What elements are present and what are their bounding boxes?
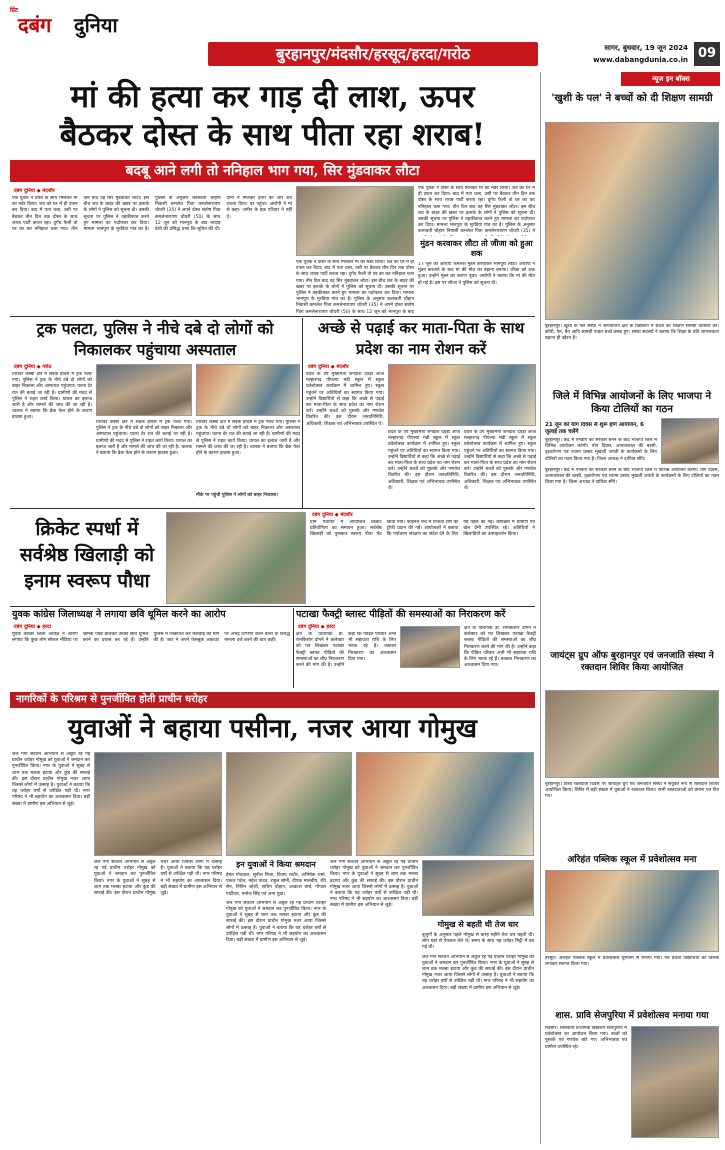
firecracker-body-2: क्षेत्र के विधायक डॉ. रामकिशोर दोगने ने कलेक्टर को पत्र लिखकर पटाखा फैक्ट्री ब्लास्ट पीड़ितों की समस्याओं का शीघ्र निराकरण करने की मांग की है। उन्होंने कहा कि पीड़ित परिवार अभी भी सहायता राशि के लिए भटक रहे हैं। तत्काल निराकरण का आश्वासन दिया गया। — [464, 626, 536, 669]
website[interactable]: www.dabangdunia.co.in — [593, 56, 688, 64]
lead-subhead-text: बदबू आने लगी तो ननिहाल भाग गया, सिर मुंडवाकर लौटा — [125, 163, 420, 179]
congress-body: युवक कांग्रेस जिला अध्यक्ष ने आरोप लगाया कि कुछ लोग सोशल मीडिया पर भ्रामक पोस्ट डालकर उनकी छवि धूमिल करने का प्रयास कर रहे हैं। उन्होंने पुलिस में शिकायत कर कार्रवाई की मांग की है। जाट ने अपने फेसबुक अकाउंट पर अभद्र टिप्पणी करने वालों के विरुद्ध मामला दर्ज करने की बात कही। — [12, 632, 290, 644]
volunteer-box-title: इन युवाओं ने किया श्रमदान — [236, 860, 316, 869]
lead-body: एक युवक ने दोस्त के साथ मिलकर मां का मर्डर किया। शव को घर में ही दफन कर दिया। बाद में पता चला, उसी पर बैठकर तीन दिन तक दोस्त के साथ शराब पार्टी करता रहा। दुर्गंध फैली तो घर का कर ननिहाल चला गया। तीन दिन बाद वह सिर मुंडवाकर लौटा। इस बीच शव के बाहर की खबर पर इलाके के लोगों ने पुलिस को सूचना दी। उसकी सूचना पर पुलिस ने तहकीकात करने हुए मामला का पर्दाफाश कर दिया। मामला भानपुरा के मुरडिया गांव का है। पुलिस के अनुसार कलावती चौहान निवासी कमलेश पिता कमलेनारायण चौधरी (35) ने अपने दोस्त संतोष पिता कमलेनारायण चौधरी (50) के साथ 12 जून को भानपुरा के बाद भादाड़ देशी की प्रसिद्ध थाना कि सूचित की थी। दोनों ने मिलकर हत्या की और शव दफना दिया। घर पहुंचा। आरोपी ने मां से कहा- जमीन के हक़ परिवार ने नहीं दे। — [12, 196, 292, 233]
gomukh-body-4: जल गंगा संवर्धन अभियान से अछूते रह गई प्राचीन धरोहर गोमुख को युवाओं ने श्रमदान कर पुनर्जीवित किया। नगर के युवाओं ने सुबह से शाम तक मलबा हटाया और कुंड की सफाई की। इस दौरान प्राचीन गोमुख नजर आया जिससे लोगों में उत्साह है। युवाओं ने बताया कि यह धरोहर वर्षों से उपेक्षित पड़ी थी। नगर परिषद ने भी सहयोग का आश्वासन दिया। बड़ी संख्या में ग्रामीण इस अभियान से जुड़े। — [330, 860, 418, 909]
firecracker-body: क्षेत्र के विधायक डॉ. रामकिशोर दोगने ने कलेक्टर को पत्र लिखकर पटाखा फैक्ट्री ब्लास्ट पीड़ितों की समस्याओं का शीघ्र निराकरण करने की मांग की है। उन्होंने कहा कि पीड़ित परिवार अभी भी सहायता राशि के लिए भटक रहे हैं। तत्काल निराकरण का आश्वासन दिया गया। — [296, 632, 396, 669]
sidebar-photo-2 — [661, 418, 719, 464]
section-banner — [10, 692, 535, 708]
city-list: बुरहानपुर/मंदसौर/हरसूद/हरदा/गरोठ — [276, 45, 470, 63]
gomukh-body: जल गंगा संवर्धन अभियान से अछूते रह गई प्राचीन धरोहर गोमुख को युवाओं ने श्रमदान कर पुनर्जीवित किया। नगर के युवाओं ने सुबह से शाम तक मलबा हटाया और कुंड की सफाई की। इस दौरान प्राचीन गोमुख नजर आया जिससे लोगों में उत्साह है। युवाओं ने बताया कि यह धरोहर वर्षों से उपेक्षित पड़ी थी। नगर परिषद ने भी सहयोग का आश्वासन दिया। बड़ी संख्या में ग्रामीण इस अभियान से जुड़े। — [12, 752, 90, 807]
sidebar-photo-5 — [631, 1026, 719, 1138]
city-banner — [208, 42, 538, 66]
section-banner-text: नागरिकों के परिश्रम से पुनर्जीवित होती प्राचीन धरोहर — [16, 694, 208, 705]
lead-headline-1: मां की हत्या कर गाड़ दी लाश, ऊपर — [70, 79, 475, 115]
sidebar-h5: शास. प्रावि सेजपुरिया में प्रवेशोत्सव मनाया गया — [555, 1011, 709, 1021]
sidebar-photo-1 — [545, 122, 719, 320]
firecracker-headline: पटाखा फैक्ट्री ब्लास्ट पीड़ितों की समस्याओं का निराकरण करें — [296, 609, 506, 620]
study-photo — [388, 364, 536, 426]
truck-headline: ट्रक पलटा, पुलिस ने नीचे दबे दो लोगों को निकालकर पहुंचाया अस्पताल — [36, 319, 274, 359]
truck-body-2: तिरावर कस्बा क्षेत्र में सड़क हादसे में ट्रक पलट गया। पुलिस ने ट्रक के नीचे दबे दो लोगों को बाहर निकाला और अस्पताल पहुंचाया। घटना देर रात की बताई जा रही है। ग्रामीणों की मदद से पुलिस ने राहत कार्य किया। घायल का इलाज जारी है और मामले की जांच की जा रही है। चालक ने बताया कि ब्रेक फेल होने के कारण हादसा हुआ। — [96, 420, 192, 457]
logo-second: दुनिया — [74, 13, 118, 37]
divider — [10, 316, 535, 317]
lead-photo — [296, 186, 414, 256]
sidebar-h2: जिले में विभिन्न आयोजनों के लिए भाजपा ने किया टोलियों का गठन — [552, 391, 712, 415]
truck-photo-1 — [96, 364, 192, 416]
divider — [10, 508, 535, 509]
sidebar-h4: अरिहंत पब्लिक स्कूल में प्रवेशोत्सव मना — [567, 855, 697, 865]
congress-headline: युवक कांग्रेस जिलाध्यक्ष ने लगाया छवि धूमिल करने का आरोप — [12, 609, 226, 620]
cricket-headline: क्रिकेट स्पर्धा में सर्वश्रेष्ठ खिलाड़ी को इनाम स्वरूप पौधा — [19, 518, 155, 592]
sidebar-b4: हरसूद। अरिहंत पब्लिक स्कूल में प्रवेशोत्सव धूमधाम से मनाया गया। नव प्रवेशी विद्यार्थियों का तिलक लगाकर स्वागत किया गया। — [545, 956, 719, 968]
truck-caption: मौके पर पहुंची पुलिस ने लोगों को बाहर निकाला। — [196, 493, 278, 498]
gomukh-photo-4 — [422, 860, 534, 916]
truck-photo-2 — [196, 364, 300, 416]
gomukh-body-2: जल गंगा संवर्धन अभियान से अछूते रह गई प्राचीन धरोहर गोमुख को युवाओं ने श्रमदान कर पुनर्जीवित किया। नगर के युवाओं ने सुबह से शाम तक मलबा हटाया और कुंड की सफाई की। इस दौरान प्राचीन गोमुख नजर आया जिससे लोगों में उत्साह है। युवाओं ने बताया कि यह धरोहर वर्षों से उपेक्षित पड़ी थी। नगर परिषद ने भी सहयोग का आश्वासन दिया। बड़ी संख्या में ग्रामीण इस अभियान से जुड़े। — [94, 860, 222, 897]
truck-body: तिरावर कस्बा क्षेत्र में सड़क हादसे में ट्रक पलट गया। पुलिस ने ट्रक के नीचे दबे दो लोगों को बाहर निकाला और अस्पताल पहुंचाया। घटना देर रात की बताई जा रही है। ग्रामीणों की मदद से पुलिस ने राहत कार्य किया। घायल का इलाज जारी है और मामले की जांच की जा रही है। चालक ने बताया कि ब्रेक फेल होने के कारण हादसा हुआ। — [12, 372, 92, 421]
vdivider — [293, 608, 294, 688]
sidebar-photo-3 — [545, 690, 719, 778]
sidebar-h3: जायंट्स ग्रुप ऑफ बुरहानपुर एवं जनजाति संस्था ने रक्तदान शिविर किया आयोजित — [550, 651, 714, 673]
lead-body-right: एक युवक ने दोस्त के साथ मिलकर मां का मर्डर किया। शव को घर में ही दफन कर दिया। बाद में पता चला, उसी पर बैठकर तीन दिन तक दोस्त के साथ शराब पार्टी करता रहा। दुर्गंध फैली तो घर का कर ननिहाल चला गया। तीन दिन बाद वह सिर मुंडवाकर लौटा। इस बीच शव के बाहर की खबर पर इलाके के लोगों ने पुलिस को सूचना दी। उसकी सूचना पर पुलिस ने तहकीकात करने हुए मामला का पर्दाफाश कर दिया। मामला भानपुरा के मुरडिया गांव का है। पुलिस के अनुसार कलावती चौहान निवासी कमलेश पिता कमलेनारायण चौधरी (35) ने — [418, 186, 535, 235]
lead-body-cont: एक युवक ने दोस्त के साथ मिलकर मां का मर्डर किया। शव को घर में ही दफन कर दिया। बाद में पता चला, उसी पर बैठकर तीन दिन तक दोस्त के साथ शराब पार्टी करता रहा। दुर्गंध फैली तो घर का कर ननिहाल चला गया। तीन दिन बाद वह सिर मुंडवाकर लौटा। इस बीच शव के बाहर की खबर पर इलाके के लोगों ने पुलिस को सूचना दी। उसकी सूचना पर पुलिस ने तहकीकात करने हुए मामला का पर्दाफाश कर दिया। मामला भानपुरा के मुरडिया गांव का है। पुलिस के अनुसार कलावती चौहान निवासी कमलेश पिता कमलेनारायण चौधरी (35) ने अपने दोस्त संतोष पिता कमलेनारायण चौधरी (50) के साथ 12 जून को भानपुरा के बाद — [296, 260, 414, 314]
gomukh-body-3: जल गंगा संवर्धन अभियान से अछूते रह गई प्राचीन धरोहर गोमुख को युवाओं ने श्रमदान कर पुनर्जीवित किया। नगर के युवाओं ने सुबह से शाम तक मलबा हटाया और कुंड की सफाई की। इस दौरान प्राचीन गोमुख नजर आया जिससे लोगों में उत्साह है। युवाओं ने बताया कि यह धरोहर वर्षों से उपेक्षित पड़ी थी। नगर परिषद ने भी सहयोग का आश्वासन दिया। बड़ी संख्या में ग्रामीण इस अभियान से जुड़े। — [226, 900, 326, 944]
volunteer-box — [226, 860, 326, 1138]
logo-small: प्रिंट — [10, 7, 18, 14]
sidebar-b1: बुरहानपुर। खुशी के पल संस्था ने जनजातीय क्षेत्र के विद्यालय में बच्चों को शिक्षण सामग्री वितरित की। कॉपी, पेन, बैग आदि सामग्री पाकर बच्चे प्रसन्न हुए। संस्था सदस्यों ने बताया कि शिक्षा के प्रति जागरूकता बढ़ाना ही उद्देश्य है। — [545, 324, 719, 342]
divider — [10, 606, 535, 607]
lead-byline: दबंग दुनिया ◆ मंदसौर — [14, 188, 55, 194]
dateline: सागर, बुधवार, 19 जून 2024 — [604, 44, 688, 52]
logo-main: दबंग — [18, 13, 52, 37]
sidebar-b2a: 21 जून को योग दिवस से शुरू होंगे आयोजन, 6 जुलाई तक चलेंगे — [545, 422, 644, 435]
study-byline: दबंग दुनिया ◆ मंदसौर — [308, 364, 349, 370]
sidebar-b2-cont: बुरहानपुर। केंद्र में एनडीए की सरकार बनने के बाद भाजपा जिले में विभिन्न आयोजन करेगी। योग दिवस, आपातकाल की बरसी, वृक्षारोपण एवं श्यामा प्रसाद मुखर्जी जयंती के कार्यक्रमों के लिए टोलियों का गठन किया गया है। जिला अध्यक्ष ने दायित्व सौंपे। — [545, 468, 719, 486]
page-number: 09 — [694, 42, 720, 66]
gomukh-photo-2 — [226, 752, 352, 856]
firecracker-byline: दबंग दुनिया ◆ हरदा — [298, 624, 335, 630]
cricket-byline: दबंग दुनिया ◆ मंदसौर — [312, 512, 353, 518]
congress-byline: दबंग दुनिया ◆ हरदा — [14, 624, 51, 630]
truck-body-3: तिरावर कस्बा क्षेत्र में सड़क हादसे में ट्रक पलट गया। पुलिस ने ट्रक के नीचे दबे दो लोगों को बाहर निकाला और अस्पताल पहुंचाया। घटना देर रात की बताई जा रही है। ग्रामीणों की मदद से पुलिस ने राहत कार्य किया। घायल का इलाज जारी है और मामले की जांच की जा रही है। चालक ने बताया कि ब्रेक फेल होने के कारण हादसा हुआ। — [196, 420, 300, 457]
gomukh-photo-1 — [94, 752, 222, 856]
vdivider — [302, 318, 303, 508]
flow-box-title: गोमुख से बहती थी तेज धार — [437, 920, 519, 929]
gomukh-headline: युवाओं ने बहाया पसीना, नजर आया गोमुख — [67, 714, 477, 744]
sidebar-h1: 'खुशी के पल' ने बच्चों को दी शिक्षण सामग्री — [551, 93, 713, 104]
cricket-photo — [166, 512, 306, 604]
truck-byline: दबंग दुनिया ◆ गरोठ — [14, 364, 52, 370]
gomukh-photo-3 — [356, 752, 534, 856]
sidebar-b3: बुरहानपुर। विश्व रक्तदाता दिवस पर जायंट्स ग्रुप एवं जनजाति संस्था ने संयुक्त रूप से रक्तदान शिविर आयोजित किया। शिविर में बड़ी संख्या में युवाओं ने रक्तदान किया। सभी रक्तदाताओं को प्रमाण पत्र दिए गए। — [545, 782, 719, 800]
flow-box-body: बुजुर्गों के अनुसार पहले गोमुख से बारह महीने तेज धार बहती थी। लोग यहां से पेयजल लेते थे। समय के साथ यह धरोहर मिट्टी में दब गई थी। — [422, 933, 534, 951]
volunteer-box-body: हेमंत गोठवाल, सुनील मिश्रा, विजय राठौर, अभिषेक शर्मा, पंकज पटेल, महेश यादव, राहुल सोनी, दीपक मालवीय, रवि सेन, नितिन जोशी, सचिन चौहान, आकाश वर्मा, गोपाल पाटीदार, मनोज सिंह एवं अन्य युवा। — [226, 873, 326, 897]
sidebar — [540, 72, 720, 1144]
sidebar-photo-4 — [545, 870, 719, 952]
cricket-body: ग्राम पंचायत में आयोजित क्रिकेट प्रतियोगिता का समापन हुआ। सर्वश्रेष्ठ खिलाड़ी को पुरस्कार स्वरूप पौधा भेंट किया गया। फाइनल मैच में विजेता टीम को ट्रॉफी प्रदान की गई। आयोजकों ने बताया कि पर्यावरण संरक्षण का संदेश देने के लिए यह पहल की गई। कार्यक्रम में ग्रामीण एवं खेल प्रेमी उपस्थित रहे। अतिथियों ने खिलाड़ियों का उत्साहवर्धन किया। — [310, 520, 535, 538]
lead-subhead — [10, 160, 535, 182]
mundan-box — [418, 186, 535, 314]
flow-box — [422, 920, 534, 1138]
study-headline: अच्छे से पढ़ाई कर माता-पिता के साथ प्रदेश का नाम रोशन करें — [317, 319, 525, 358]
sidebar-b5: मंदसौर। शासकीय प्राथमिक विद्यालय सेजपुरिया में प्रवेशोत्सव का आयोजन किया गया। बच्चों को पुस्तकें एवं गणवेश बांटे गए। अभिभावक एवं ग्रामीण उपस्थित रहे। — [545, 1026, 627, 1050]
firecracker-photo — [400, 626, 460, 668]
masthead — [0, 0, 725, 74]
sidebar-b2: बुरहानपुर। केंद्र में एनडीए की सरकार बनने के बाद भाजपा जिले में विभिन्न आयोजन करेगी। योग दिवस, आपातकाल की बरसी, वृक्षारोपण एवं श्यामा प्रसाद मुखर्जी जयंती के कार्यक्रमों के लिए टोलियों का गठन किया गया है। जिला अध्यक्ष ने दायित्व सौंपे। — [545, 438, 657, 462]
logo — [10, 6, 140, 40]
study-body: प्रदेश के उप मुख्यमंत्री जगदीश देवड़ा आज मल्हारगढ़ पीपल्या मंडी स्कूल में स्कूल प्रवेशोत्सव कार्यक्रम में शामिल हुए। स्कूल पहुंचने पर अतिथियों का स्वागत किया गया। उन्होंने विद्यार्थियों से कहा कि अच्छे से पढ़ाई कर माता-पिता के साथ प्रदेश का नाम रोशन करें। उन्होंने बच्चों को पुस्तकें और गणवेश वितरित की। इस दौरान जनप्रतिनिधि, अधिकारी, शिक्षक एवं अभिभावक उपस्थित थे। — [306, 372, 384, 427]
gomukh-body-5: जल गंगा संवर्धन अभियान से अछूते रह गई प्राचीन धरोहर गोमुख को युवाओं ने श्रमदान कर पुनर्जीवित किया। नगर के युवाओं ने सुबह से शाम तक मलबा हटाया और कुंड की सफाई की। इस दौरान प्राचीन गोमुख नजर आया जिससे लोगों में उत्साह है। युवाओं ने बताया कि यह धरोहर वर्षों से उपेक्षित पड़ी थी। नगर परिषद ने भी सहयोग का आश्वासन दिया। बड़ी संख्या में ग्रामीण इस अभियान से जुड़े। — [422, 954, 534, 991]
study-body-3: प्रदेश के उप मुख्यमंत्री जगदीश देवड़ा आज मल्हारगढ़ पीपल्या मंडी स्कूल में स्कूल प्रवेशोत्सव कार्यक्रम में शामिल हुए। स्कूल पहुंचने पर अतिथियों का स्वागत किया गया। उन्होंने विद्यार्थियों से कहा कि अच्छे से पढ़ाई कर माता-पिता के साथ प्रदेश का नाम रोशन करें। उन्होंने बच्चों को पुस्तकें और गणवेश वितरित की। इस दौरान जनप्रतिनिधि, अधिकारी, शिक्षक एवं अभिभावक उपस्थित थे। — [464, 430, 536, 491]
lead-headline-2: बैठकर दोस्त के साथ पीता रहा शराब! — [59, 117, 486, 153]
mundan-body: 17 जून को आरोपी कमलेश मुंडन करवाकर भानपुरा लौटा। आरोपी ने मुंडन करवाने के बाद मां की मौत का बहाना बनाया। जीजा को शक हुआ। उन्होंने मुंडन का कारण पूछा। आरोपी ने बताया कि मां की मौत हो गई है। इस पर जीजा ने पुलिस को सूचना दी। — [418, 262, 535, 286]
mundan-title: मुंडन करवाकर लौटा तो जीजा को हुआ शक — [420, 239, 533, 258]
sidebar-label: न्यूज इन बॉक्स — [621, 72, 720, 86]
study-body-2: प्रदेश के उप मुख्यमंत्री जगदीश देवड़ा आज मल्हारगढ़ पीपल्या मंडी स्कूल में स्कूल प्रवेशोत्सव कार्यक्रम में शामिल हुए। स्कूल पहुंचने पर अतिथियों का स्वागत किया गया। उन्होंने विद्यार्थियों से कहा कि अच्छे से पढ़ाई कर माता-पिता के साथ प्रदेश का नाम रोशन करें। उन्होंने बच्चों को पुस्तकें और गणवेश वितरित की। इस दौरान जनप्रतिनिधि, अधिकारी, शिक्षक एवं अभिभावक उपस्थित थे। — [388, 430, 460, 491]
